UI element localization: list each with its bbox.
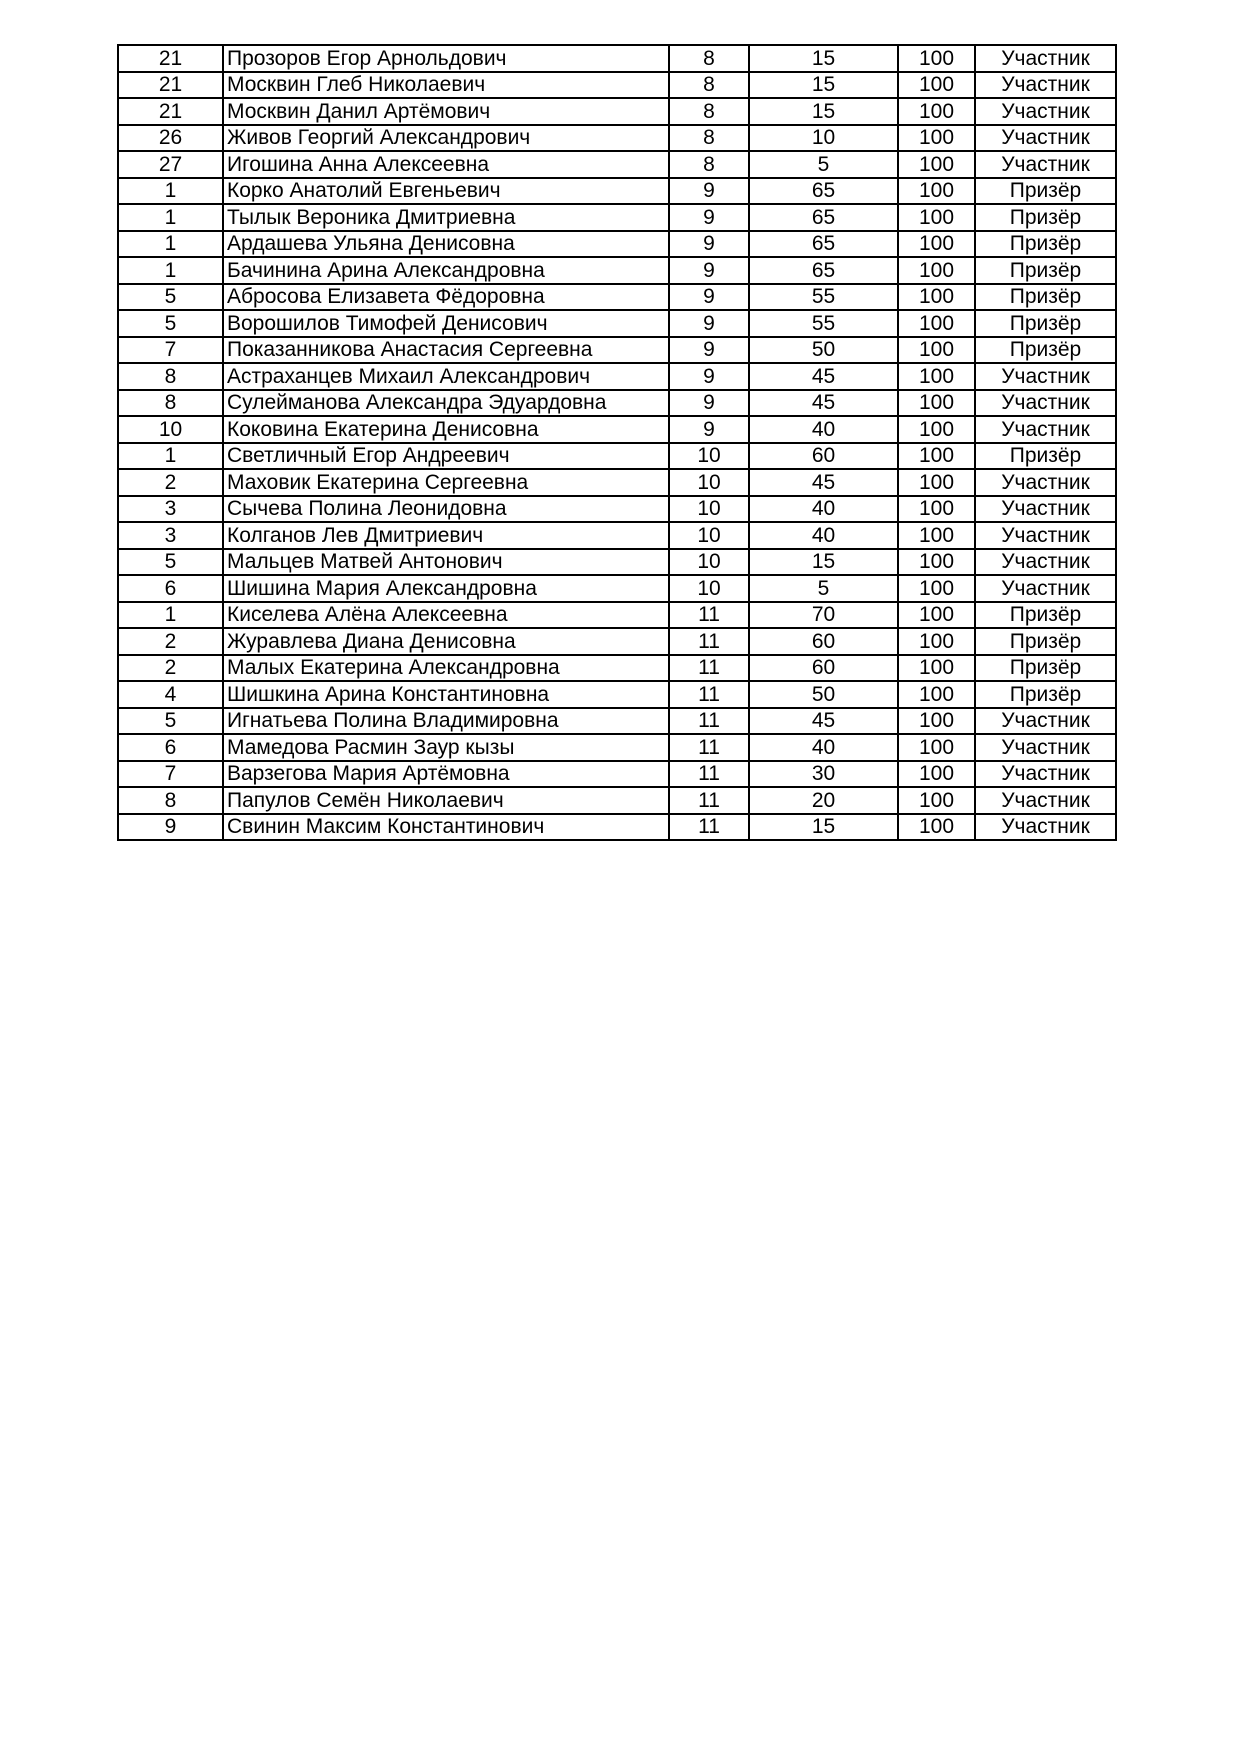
- score-cell: 15: [749, 814, 898, 841]
- rank-cell: 6: [118, 575, 223, 602]
- max-score-cell: 100: [898, 469, 975, 496]
- table-row: [118, 734, 1116, 761]
- name-cell: Корко Анатолий Евгеньевич: [223, 178, 669, 205]
- table-row: [118, 522, 1116, 549]
- status-cell: Участник: [975, 469, 1116, 496]
- grade-cell: 9: [669, 390, 749, 417]
- status-cell: Призёр: [975, 178, 1116, 205]
- score-cell: 65: [749, 231, 898, 258]
- table-row: [118, 125, 1116, 152]
- rank-cell: 2: [118, 655, 223, 682]
- rank-cell: 2: [118, 469, 223, 496]
- status-cell: Участник: [975, 734, 1116, 761]
- score-cell: 45: [749, 469, 898, 496]
- name-cell: Ворошилов Тимофей Денисович: [223, 310, 669, 337]
- rank-cell: 1: [118, 443, 223, 470]
- name-cell: Бачинина Арина Александровна: [223, 257, 669, 284]
- table-row: [118, 231, 1116, 258]
- grade-cell: 10: [669, 522, 749, 549]
- table-row: [118, 602, 1116, 629]
- rank-cell: 7: [118, 337, 223, 364]
- table-row: [118, 390, 1116, 417]
- name-cell: Астраханцев Михаил Александрович: [223, 363, 669, 390]
- table-row: [118, 708, 1116, 735]
- status-cell: Призёр: [975, 231, 1116, 258]
- grade-cell: 8: [669, 125, 749, 152]
- score-cell: 65: [749, 204, 898, 231]
- name-cell: Журавлева Диана Денисовна: [223, 628, 669, 655]
- max-score-cell: 100: [898, 310, 975, 337]
- table-row: [118, 787, 1116, 814]
- table-row: [118, 337, 1116, 364]
- score-cell: 45: [749, 363, 898, 390]
- grade-cell: 9: [669, 363, 749, 390]
- name-cell: Сулейманова Александра Эдуардовна: [223, 390, 669, 417]
- name-cell: Показанникова Анастасия Сергеевна: [223, 337, 669, 364]
- status-cell: Призёр: [975, 204, 1116, 231]
- status-cell: Призёр: [975, 602, 1116, 629]
- grade-cell: 8: [669, 72, 749, 99]
- status-cell: Участник: [975, 363, 1116, 390]
- max-score-cell: 100: [898, 575, 975, 602]
- status-cell: Призёр: [975, 681, 1116, 708]
- score-cell: 15: [749, 72, 898, 99]
- max-score-cell: 100: [898, 125, 975, 152]
- rank-cell: 5: [118, 310, 223, 337]
- max-score-cell: 100: [898, 416, 975, 443]
- table-row: [118, 496, 1116, 523]
- table-row: [118, 814, 1116, 841]
- name-cell: Малых Екатерина Александровна: [223, 655, 669, 682]
- max-score-cell: 100: [898, 681, 975, 708]
- rank-cell: 10: [118, 416, 223, 443]
- grade-cell: 11: [669, 681, 749, 708]
- name-cell: Варзегова Мария Артёмовна: [223, 761, 669, 788]
- grade-cell: 8: [669, 98, 749, 125]
- grade-cell: 10: [669, 549, 749, 576]
- rank-cell: 9: [118, 814, 223, 841]
- score-cell: 45: [749, 708, 898, 735]
- table-row: [118, 416, 1116, 443]
- max-score-cell: 100: [898, 549, 975, 576]
- status-cell: Участник: [975, 814, 1116, 841]
- grade-cell: 8: [669, 151, 749, 178]
- max-score-cell: 100: [898, 257, 975, 284]
- rank-cell: 21: [118, 72, 223, 99]
- table-row: [118, 469, 1116, 496]
- score-cell: 45: [749, 390, 898, 417]
- rank-cell: 27: [118, 151, 223, 178]
- max-score-cell: 100: [898, 655, 975, 682]
- table-row: [118, 681, 1116, 708]
- max-score-cell: 100: [898, 204, 975, 231]
- status-cell: Призёр: [975, 284, 1116, 311]
- rank-cell: 5: [118, 549, 223, 576]
- name-cell: Мальцев Матвей Антонович: [223, 549, 669, 576]
- grade-cell: 11: [669, 814, 749, 841]
- grade-cell: 9: [669, 310, 749, 337]
- score-cell: 40: [749, 496, 898, 523]
- score-cell: 10: [749, 125, 898, 152]
- score-cell: 60: [749, 443, 898, 470]
- score-cell: 40: [749, 734, 898, 761]
- table-row: [118, 628, 1116, 655]
- max-score-cell: 100: [898, 496, 975, 523]
- grade-cell: 10: [669, 469, 749, 496]
- table-row: [118, 151, 1116, 178]
- score-cell: 5: [749, 151, 898, 178]
- name-cell: Коковина Екатерина Денисовна: [223, 416, 669, 443]
- results-table-body: [118, 45, 1116, 840]
- grade-cell: 9: [669, 257, 749, 284]
- status-cell: Призёр: [975, 257, 1116, 284]
- status-cell: Участник: [975, 45, 1116, 72]
- status-cell: Участник: [975, 761, 1116, 788]
- status-cell: Участник: [975, 125, 1116, 152]
- rank-cell: 2: [118, 628, 223, 655]
- rank-cell: 21: [118, 98, 223, 125]
- grade-cell: 9: [669, 284, 749, 311]
- name-cell: Игнатьева Полина Владимировна: [223, 708, 669, 735]
- name-cell: Светличный Егор Андреевич: [223, 443, 669, 470]
- max-score-cell: 100: [898, 284, 975, 311]
- table-row: [118, 655, 1116, 682]
- grade-cell: 11: [669, 787, 749, 814]
- rank-cell: 1: [118, 178, 223, 205]
- grade-cell: 10: [669, 496, 749, 523]
- name-cell: Свинин Максим Константинович: [223, 814, 669, 841]
- rank-cell: 5: [118, 284, 223, 311]
- status-cell: Участник: [975, 549, 1116, 576]
- rank-cell: 21: [118, 45, 223, 72]
- max-score-cell: 100: [898, 390, 975, 417]
- table-row: [118, 549, 1116, 576]
- score-cell: 15: [749, 45, 898, 72]
- table-row: [118, 284, 1116, 311]
- table-row: [118, 257, 1116, 284]
- table-row: [118, 72, 1116, 99]
- score-cell: 40: [749, 416, 898, 443]
- max-score-cell: 100: [898, 151, 975, 178]
- status-cell: Участник: [975, 416, 1116, 443]
- name-cell: Маховик Екатерина Сергеевна: [223, 469, 669, 496]
- name-cell: Ардашева Ульяна Денисовна: [223, 231, 669, 258]
- name-cell: Живов Георгий Александрович: [223, 125, 669, 152]
- rank-cell: 26: [118, 125, 223, 152]
- status-cell: Участник: [975, 522, 1116, 549]
- score-cell: 55: [749, 310, 898, 337]
- table-row: [118, 363, 1116, 390]
- table-row: [118, 98, 1116, 125]
- rank-cell: 3: [118, 496, 223, 523]
- max-score-cell: 100: [898, 178, 975, 205]
- score-cell: 20: [749, 787, 898, 814]
- name-cell: Мамедова Расмин Заур кызы: [223, 734, 669, 761]
- grade-cell: 11: [669, 761, 749, 788]
- rank-cell: 1: [118, 257, 223, 284]
- name-cell: Прозоров Егор Арнольдович: [223, 45, 669, 72]
- grade-cell: 10: [669, 575, 749, 602]
- status-cell: Участник: [975, 787, 1116, 814]
- rank-cell: 1: [118, 231, 223, 258]
- name-cell: Киселева Алёна Алексеевна: [223, 602, 669, 629]
- score-cell: 40: [749, 522, 898, 549]
- rank-cell: 6: [118, 734, 223, 761]
- name-cell: Абросова Елизавета Фёдоровна: [223, 284, 669, 311]
- results-table: [117, 44, 1117, 841]
- max-score-cell: 100: [898, 602, 975, 629]
- status-cell: Участник: [975, 708, 1116, 735]
- status-cell: Участник: [975, 72, 1116, 99]
- name-cell: Тылык Вероника Дмитриевна: [223, 204, 669, 231]
- grade-cell: 9: [669, 178, 749, 205]
- grade-cell: 8: [669, 45, 749, 72]
- name-cell: Шишина Мария Александровна: [223, 575, 669, 602]
- max-score-cell: 100: [898, 45, 975, 72]
- table-row: [118, 443, 1116, 470]
- name-cell: Папулов Семён Николаевич: [223, 787, 669, 814]
- max-score-cell: 100: [898, 443, 975, 470]
- grade-cell: 11: [669, 602, 749, 629]
- score-cell: 55: [749, 284, 898, 311]
- max-score-cell: 100: [898, 72, 975, 99]
- name-cell: Москвин Данил Артёмович: [223, 98, 669, 125]
- name-cell: Игошина Анна Алексеевна: [223, 151, 669, 178]
- max-score-cell: 100: [898, 363, 975, 390]
- grade-cell: 10: [669, 443, 749, 470]
- max-score-cell: 100: [898, 231, 975, 258]
- table-row: [118, 310, 1116, 337]
- status-cell: Призёр: [975, 628, 1116, 655]
- grade-cell: 11: [669, 628, 749, 655]
- score-cell: 5: [749, 575, 898, 602]
- rank-cell: 8: [118, 390, 223, 417]
- score-cell: 60: [749, 628, 898, 655]
- rank-cell: 1: [118, 602, 223, 629]
- max-score-cell: 100: [898, 814, 975, 841]
- table-row: [118, 761, 1116, 788]
- rank-cell: 3: [118, 522, 223, 549]
- grade-cell: 9: [669, 416, 749, 443]
- status-cell: Призёр: [975, 337, 1116, 364]
- name-cell: Москвин Глеб Николаевич: [223, 72, 669, 99]
- table-row: [118, 204, 1116, 231]
- grade-cell: 9: [669, 337, 749, 364]
- max-score-cell: 100: [898, 761, 975, 788]
- score-cell: 65: [749, 178, 898, 205]
- max-score-cell: 100: [898, 787, 975, 814]
- status-cell: Участник: [975, 98, 1116, 125]
- table-row: [118, 178, 1116, 205]
- status-cell: Призёр: [975, 655, 1116, 682]
- score-cell: 50: [749, 337, 898, 364]
- score-cell: 15: [749, 98, 898, 125]
- max-score-cell: 100: [898, 337, 975, 364]
- max-score-cell: 100: [898, 734, 975, 761]
- status-cell: Призёр: [975, 310, 1116, 337]
- score-cell: 65: [749, 257, 898, 284]
- status-cell: Участник: [975, 575, 1116, 602]
- name-cell: Сычева Полина Леонидовна: [223, 496, 669, 523]
- score-cell: 30: [749, 761, 898, 788]
- max-score-cell: 100: [898, 628, 975, 655]
- score-cell: 50: [749, 681, 898, 708]
- status-cell: Участник: [975, 496, 1116, 523]
- max-score-cell: 100: [898, 98, 975, 125]
- grade-cell: 11: [669, 734, 749, 761]
- status-cell: Участник: [975, 151, 1116, 178]
- score-cell: 60: [749, 655, 898, 682]
- name-cell: Колганов Лев Дмитриевич: [223, 522, 669, 549]
- table-row: [118, 45, 1116, 72]
- grade-cell: 11: [669, 708, 749, 735]
- grade-cell: 9: [669, 231, 749, 258]
- rank-cell: 8: [118, 787, 223, 814]
- rank-cell: 5: [118, 708, 223, 735]
- table-row: [118, 575, 1116, 602]
- max-score-cell: 100: [898, 522, 975, 549]
- max-score-cell: 100: [898, 708, 975, 735]
- rank-cell: 8: [118, 363, 223, 390]
- status-cell: Призёр: [975, 443, 1116, 470]
- rank-cell: 7: [118, 761, 223, 788]
- rank-cell: 1: [118, 204, 223, 231]
- grade-cell: 9: [669, 204, 749, 231]
- rank-cell: 4: [118, 681, 223, 708]
- score-cell: 70: [749, 602, 898, 629]
- grade-cell: 11: [669, 655, 749, 682]
- status-cell: Участник: [975, 390, 1116, 417]
- score-cell: 15: [749, 549, 898, 576]
- name-cell: Шишкина Арина Константиновна: [223, 681, 669, 708]
